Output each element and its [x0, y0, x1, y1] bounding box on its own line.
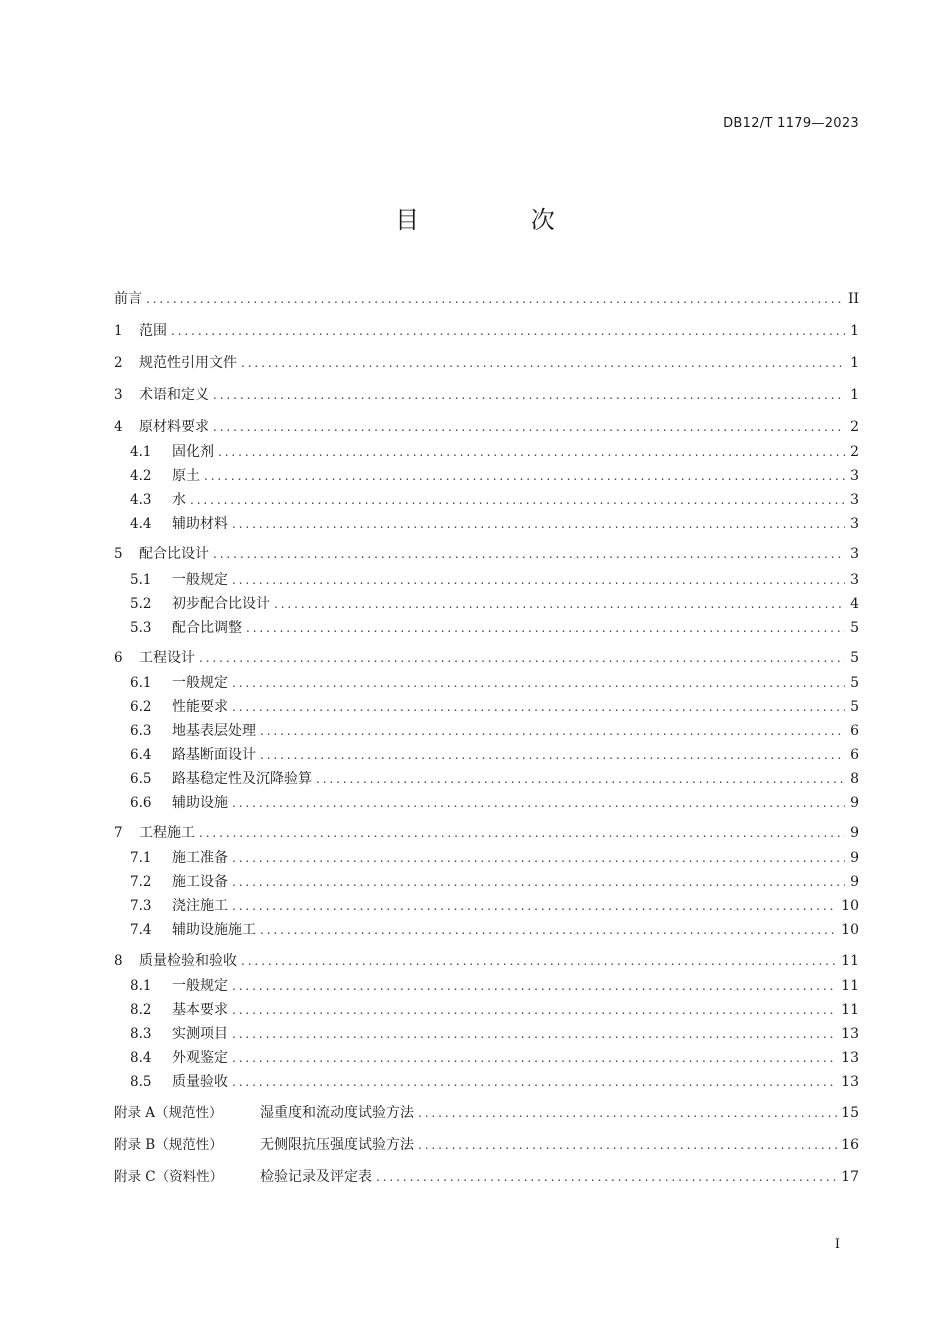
toc-entry-number: 1 [114, 323, 123, 339]
dot-leader [199, 823, 845, 843]
toc-entry[interactable] [114, 353, 859, 373]
dot-leader [232, 514, 845, 534]
toc-entry[interactable] [114, 976, 859, 996]
toc-entry[interactable] [114, 289, 859, 309]
toc-entry[interactable] [114, 1000, 859, 1020]
toc-entry-label: 范围 [139, 323, 167, 339]
toc-entry[interactable] [114, 1072, 859, 1092]
toc-entry-page: 1 [850, 387, 859, 403]
toc-entry-number: 8.1 [130, 978, 152, 994]
dot-leader [232, 673, 845, 693]
dot-leader [213, 385, 845, 405]
toc-entry-label: 工程设计 [139, 650, 195, 666]
toc-entry-label: 一般规定 [172, 675, 228, 691]
toc-entry[interactable] [114, 697, 859, 717]
toc-entry-number: 7.3 [130, 898, 152, 914]
toc-entry-label: 施工准备 [172, 850, 228, 866]
toc-entry-number: 4.2 [130, 468, 152, 484]
toc-entry-page: 5 [850, 675, 859, 691]
toc-entry-number: 附录 C（资料性） [114, 1169, 224, 1185]
toc-entry-label: 术语和定义 [139, 387, 209, 403]
toc-entry-page: 9 [850, 825, 859, 841]
toc-entry-label: 原土 [172, 468, 200, 484]
toc-entry-page: 9 [850, 874, 859, 890]
toc-entry-number: 附录 B（规范性） [114, 1137, 223, 1153]
toc-entry[interactable] [114, 1024, 859, 1044]
dot-leader [232, 1048, 837, 1068]
dot-leader [232, 1024, 837, 1044]
toc-entry-label: 浇注施工 [172, 898, 228, 914]
toc-entry-page: 10 [841, 922, 859, 938]
toc-entry[interactable] [114, 1167, 859, 1187]
toc-entry-page: 3 [850, 572, 859, 588]
toc-entry-number: 5.1 [130, 572, 152, 588]
toc-entry[interactable] [114, 896, 859, 916]
toc-entry-label: 质量验收 [172, 1074, 228, 1090]
toc-entry-number: 5.2 [130, 596, 152, 612]
toc-entry-label: 配合比调整 [172, 620, 242, 636]
toc-entry-label: 水 [172, 492, 186, 508]
toc-entry-number: 5.3 [130, 620, 152, 636]
toc-entry-number: 8.3 [130, 1026, 152, 1042]
toc-entry[interactable] [114, 793, 859, 813]
toc-entry[interactable] [114, 951, 859, 971]
dot-leader [232, 896, 837, 916]
toc-entry-label: 路基稳定性及沉降验算 [172, 771, 312, 787]
toc-entry-number: 附录 A（规范性） [114, 1105, 223, 1121]
toc-entry-label: 规范性引用文件 [139, 355, 237, 371]
toc-entry[interactable] [114, 417, 859, 437]
toc-entry-label: 施工设备 [172, 874, 228, 890]
toc-entry-page: 9 [850, 850, 859, 866]
toc-entry[interactable] [114, 490, 859, 510]
dot-leader [274, 594, 845, 614]
toc-entry-number: 4 [114, 419, 123, 435]
dot-leader [232, 872, 845, 892]
toc-entry-number: 4.4 [130, 516, 152, 532]
toc-entry-number: 8.5 [130, 1074, 152, 1090]
toc-entry-number: 6.5 [130, 771, 152, 787]
toc-entry-page: 3 [850, 546, 859, 562]
toc-entry-label: 工程施工 [139, 825, 195, 841]
dot-leader [232, 697, 845, 717]
dot-leader [241, 951, 837, 971]
toc-entry-label: 质量检验和验收 [139, 953, 237, 969]
toc-entry-label: 原材料要求 [139, 419, 209, 435]
toc-entry-label: 配合比设计 [139, 546, 209, 562]
toc-entry-number: 8.2 [130, 1002, 152, 1018]
dot-leader [246, 618, 845, 638]
dot-leader [171, 321, 845, 341]
toc-entry[interactable] [114, 673, 859, 693]
toc-entry-page: 5 [850, 699, 859, 715]
toc-entry-page: 13 [841, 1074, 859, 1090]
dot-leader [232, 976, 837, 996]
toc-entry-page: 5 [850, 650, 859, 666]
dot-leader [418, 1135, 837, 1155]
toc-entry-label: 路基断面设计 [172, 747, 256, 763]
toc-entry-page: 13 [841, 1050, 859, 1066]
toc-entry[interactable] [114, 466, 859, 486]
toc-entry-page: 6 [850, 747, 859, 763]
toc-entry[interactable] [114, 544, 859, 564]
document-code: DB12/T 1179—2023 [723, 116, 859, 131]
toc-entry[interactable] [114, 385, 859, 405]
toc-entry-label: 辅助材料 [172, 516, 228, 532]
page-title: 目 次 [395, 206, 607, 234]
toc-entry-number: 8.4 [130, 1050, 152, 1066]
page-number: I [834, 1237, 840, 1252]
toc-entry-number: 2 [114, 355, 123, 371]
toc-entry-label: 无侧限抗压强度试验方法 [260, 1137, 414, 1153]
dot-leader [232, 1000, 837, 1020]
toc-entry-label: 一般规定 [172, 572, 228, 588]
toc-entry-page: 2 [850, 419, 859, 435]
toc-entry[interactable] [114, 442, 859, 462]
dot-leader [232, 793, 845, 813]
toc-entry-number: 6.3 [130, 723, 152, 739]
toc-entry-label: 前言 [114, 291, 142, 307]
toc-entry-page: 3 [850, 468, 859, 484]
toc-entry-number: 6 [114, 650, 123, 666]
toc-entry-page: 16 [841, 1137, 859, 1153]
toc-entry-page: 10 [841, 898, 859, 914]
toc-entry[interactable] [114, 1103, 859, 1123]
toc-entry-page: 3 [850, 492, 859, 508]
toc-entry[interactable] [114, 570, 859, 590]
dot-leader [260, 920, 837, 940]
toc-entry-number: 4.1 [130, 444, 152, 460]
toc-entry-page: 8 [850, 771, 859, 787]
toc-entry-number: 7.1 [130, 850, 152, 866]
toc-entry-page: 1 [850, 323, 859, 339]
toc-entry[interactable] [114, 769, 859, 789]
toc-entry[interactable] [114, 848, 859, 868]
toc-entry[interactable] [114, 721, 859, 741]
toc-entry-label: 固化剂 [172, 444, 214, 460]
dot-leader [418, 1103, 837, 1123]
toc-entry-page: 5 [850, 620, 859, 636]
dot-leader [213, 417, 845, 437]
toc-entry[interactable] [114, 823, 859, 843]
toc-entry-label: 基本要求 [172, 1002, 228, 1018]
dot-leader [232, 570, 845, 590]
toc-entry-page: 17 [841, 1169, 859, 1185]
toc-entry-page: 15 [841, 1105, 859, 1121]
toc-entry-number: 6.6 [130, 795, 152, 811]
toc-entry-number: 6.1 [130, 675, 152, 691]
dot-leader [146, 289, 844, 309]
toc-entry-page: 6 [850, 723, 859, 739]
toc-entry-page: II [847, 291, 859, 307]
dot-leader [241, 353, 845, 373]
dot-leader [316, 769, 845, 789]
toc-entry-number: 6.2 [130, 699, 152, 715]
dot-leader [190, 490, 845, 510]
toc-entry-page: 2 [850, 444, 859, 460]
toc-entry-page: 3 [850, 516, 859, 532]
toc-entry[interactable] [114, 1048, 859, 1068]
toc-entry[interactable] [114, 594, 859, 614]
toc-entry[interactable] [114, 920, 859, 940]
toc-entry[interactable] [114, 1135, 859, 1155]
toc-entry[interactable] [114, 872, 859, 892]
dot-leader [218, 442, 845, 462]
toc-entry-page: 9 [850, 795, 859, 811]
dot-leader [376, 1167, 837, 1187]
toc-entry-page: 11 [841, 953, 859, 969]
dot-leader [232, 1072, 837, 1092]
toc-entry-number: 8 [114, 953, 123, 969]
toc-entry-page: 11 [841, 978, 859, 994]
toc-entry-label: 地基表层处理 [172, 723, 256, 739]
toc-entry-label: 一般规定 [172, 978, 228, 994]
toc-entry-label: 外观鉴定 [172, 1050, 228, 1066]
toc-entry-page: 13 [841, 1026, 859, 1042]
toc-entry-number: 7.4 [130, 922, 152, 938]
toc-entry[interactable] [114, 618, 859, 638]
toc-entry-label: 初步配合比设计 [172, 596, 270, 612]
toc-entry-label: 辅助设施 [172, 795, 228, 811]
toc-entry-label: 性能要求 [172, 699, 228, 715]
dot-leader [260, 721, 845, 741]
toc-entry-label: 辅助设施施工 [172, 922, 256, 938]
toc-entry-number: 4.3 [130, 492, 152, 508]
dot-leader [204, 466, 845, 486]
toc-entry-page: 4 [850, 596, 859, 612]
toc-entry-label: 检验记录及评定表 [260, 1169, 372, 1185]
dot-leader [260, 745, 845, 765]
toc-entry[interactable] [114, 321, 859, 341]
toc-entry-label: 实测项目 [172, 1026, 228, 1042]
toc-entry-number: 7.2 [130, 874, 152, 890]
toc-entry[interactable] [114, 648, 859, 668]
toc-entry-number: 3 [114, 387, 123, 403]
toc-entry-page: 1 [850, 355, 859, 371]
dot-leader [199, 648, 845, 668]
toc-entry[interactable] [114, 514, 859, 534]
toc-entry-number: 5 [114, 546, 123, 562]
toc-entry[interactable] [114, 745, 859, 765]
toc-entry-page: 11 [841, 1002, 859, 1018]
dot-leader [213, 544, 845, 564]
toc-entry-number: 6.4 [130, 747, 152, 763]
toc-entry-number: 7 [114, 825, 123, 841]
toc-entry-label: 湿重度和流动度试验方法 [260, 1105, 414, 1121]
dot-leader [232, 848, 845, 868]
